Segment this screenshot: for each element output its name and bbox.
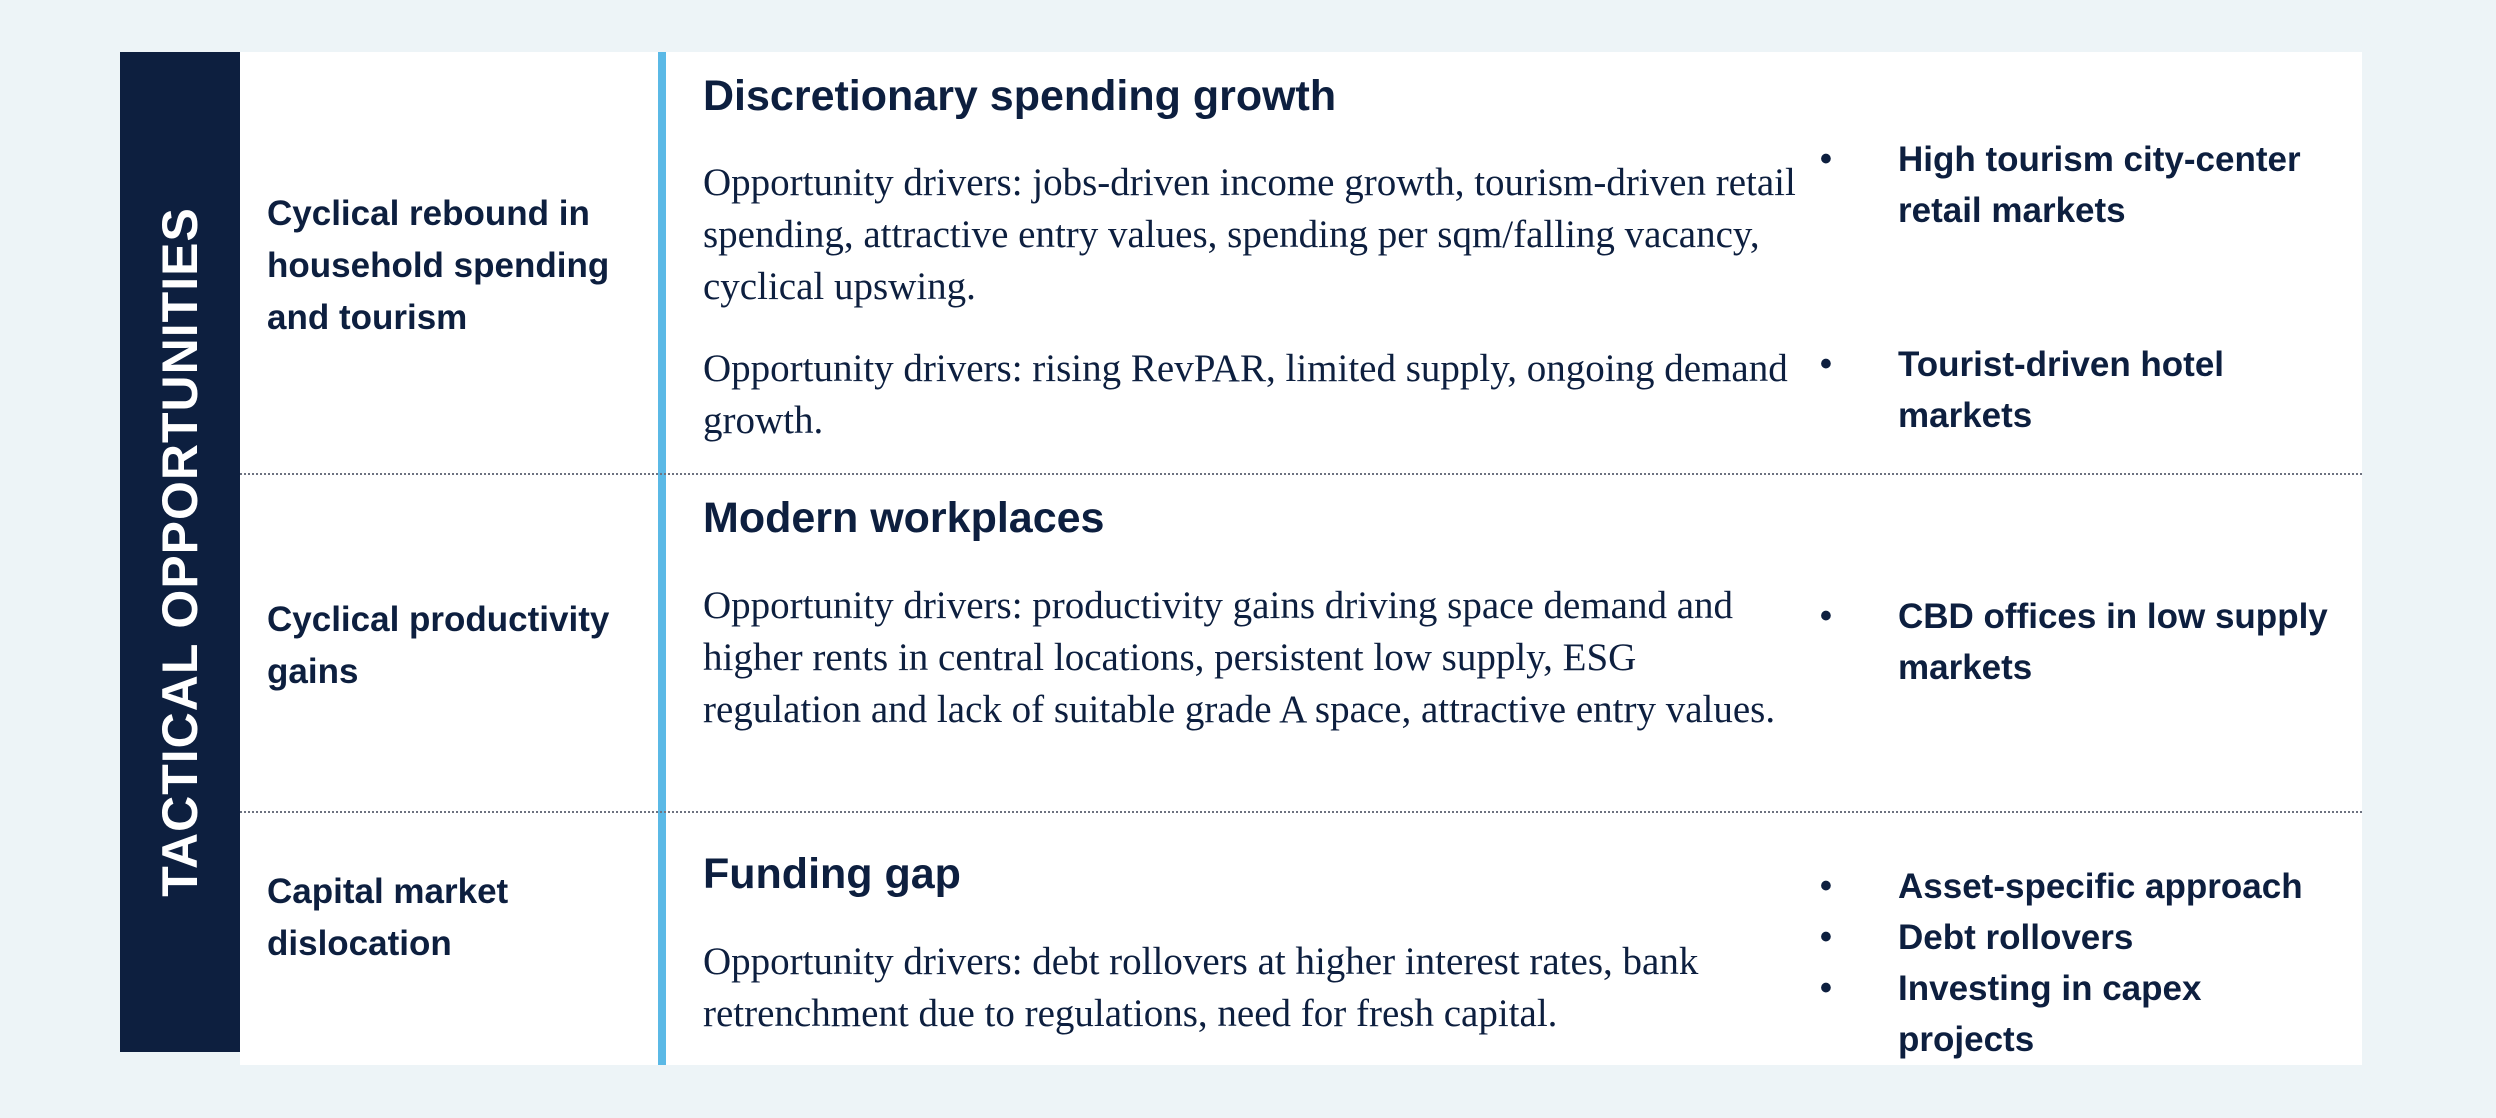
bullet-label: Asset-specific approach xyxy=(1898,867,2303,906)
row-label-capital-market: Capital market dislocation xyxy=(267,872,509,963)
bullet-label: Tourist-driven hotel markets xyxy=(1898,345,2225,435)
bullet-icon: • xyxy=(1820,597,1832,635)
row-divider xyxy=(240,811,2362,813)
sidebar-title: TACTICAL OPPORTUNITIES xyxy=(152,207,208,897)
row-label-productivity-gains: Cyclical productivity gains xyxy=(267,600,610,691)
bullet-item xyxy=(1820,963,2340,1065)
bullet-icon: • xyxy=(1820,969,1832,1007)
driver-text: Opportunity drivers: productivity gains driving space demand and higher rents in central locations, persistent low supply, ESG regulation and lack of suitable grade A space, attractive entry values. xyxy=(703,584,1776,731)
bullet-label: CBD offices in low supply markets xyxy=(1898,597,2328,687)
driver-text: Opportunity drivers: rising RevPAR, limited supply, ongoing demand growth. xyxy=(703,347,1788,442)
bullet-label: Investing in capex projects xyxy=(1898,969,2202,1059)
bullet-icon: • xyxy=(1820,918,1832,956)
driver-text: Opportunity drivers: jobs-driven income growth, tourism-driven retail spending, attractive entry values, spending per sqm/falling vacancy, cyclical upswing. xyxy=(703,161,1796,308)
bullet-item xyxy=(1820,591,2340,693)
bullet-item xyxy=(1820,339,2340,441)
bullet-label: Debt rollovers xyxy=(1898,918,2134,957)
bullet-icon: • xyxy=(1820,867,1832,905)
heading-funding-gap: Funding gap xyxy=(703,850,961,898)
bullet-icon: • xyxy=(1820,140,1832,178)
bullet-item xyxy=(1820,861,2340,912)
tactical-opportunities-sidebar xyxy=(120,52,240,1052)
bullet-item xyxy=(1820,912,2340,963)
heading-discretionary-spending: Discretionary spending growth xyxy=(703,72,1337,120)
bullet-label: High tourism city-center retail markets xyxy=(1898,140,2301,230)
bullet-item xyxy=(1820,134,2340,236)
driver-text: Opportunity drivers: debt rollovers at higher interest rates, bank retrenchment due to regulations, need for fresh capital. xyxy=(703,940,1699,1035)
accent-divider-line xyxy=(658,52,666,1065)
bullet-icon: • xyxy=(1820,345,1832,383)
row-divider xyxy=(240,473,2362,475)
row-label-household-spending: Cyclical rebound in household spending and tourism xyxy=(267,194,610,337)
heading-modern-workplaces: Modern workplaces xyxy=(703,494,1105,542)
